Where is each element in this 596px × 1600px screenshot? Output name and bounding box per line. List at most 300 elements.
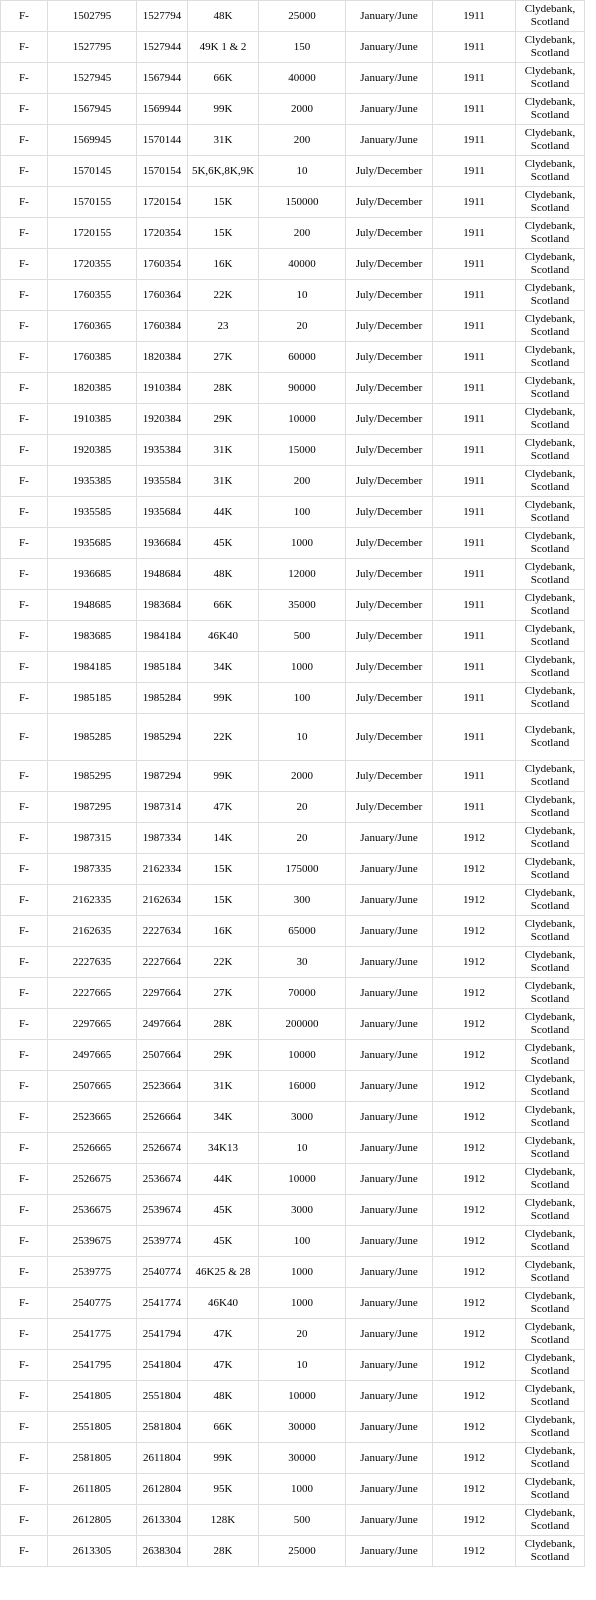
serial-end-cell: 2526664 [137, 1102, 188, 1133]
table-row [1, 1505, 585, 1536]
serial-end-cell: 1935384 [137, 435, 188, 466]
period-cell: July/December [346, 187, 433, 218]
serial-end-cell: 1985284 [137, 683, 188, 714]
serial-start-cell: 2551805 [48, 1412, 137, 1443]
location-cell: Clydebank, Scotland [516, 1195, 585, 1226]
period-cell: July/December [346, 761, 433, 792]
prefix-cell: F- [1, 621, 48, 652]
location-cell: Clydebank, Scotland [516, 218, 585, 249]
prefix-cell: F- [1, 1443, 48, 1474]
table-row [1, 1009, 585, 1040]
year-cell: 1911 [433, 497, 516, 528]
year-cell: 1912 [433, 916, 516, 947]
location-cell: Clydebank, Scotland [516, 1226, 585, 1257]
serial-start-cell: 2613305 [48, 1536, 137, 1567]
table-row [1, 1536, 585, 1567]
model-cell: 14K [188, 823, 259, 854]
prefix-cell: F- [1, 823, 48, 854]
year-cell: 1912 [433, 1195, 516, 1226]
prefix-cell: F- [1, 218, 48, 249]
model-cell: 15K [188, 854, 259, 885]
location-cell: Clydebank, Scotland [516, 1040, 585, 1071]
serial-start-cell: 1983685 [48, 621, 137, 652]
location-cell: Clydebank, Scotland [516, 249, 585, 280]
model-cell: 27K [188, 978, 259, 1009]
year-cell: 1912 [433, 1102, 516, 1133]
quantity-cell: 20 [259, 1319, 346, 1350]
model-cell: 31K [188, 435, 259, 466]
serial-end-cell: 2539674 [137, 1195, 188, 1226]
serial-end-cell: 2162334 [137, 854, 188, 885]
serial-end-cell: 2526674 [137, 1133, 188, 1164]
table-row [1, 373, 585, 404]
location-cell: Clydebank, Scotland [516, 187, 585, 218]
location-cell: Clydebank, Scotland [516, 1257, 585, 1288]
model-cell: 5K,6K,8K,9K [188, 156, 259, 187]
model-cell: 47K [188, 792, 259, 823]
year-cell: 1912 [433, 978, 516, 1009]
period-cell: January/June [346, 32, 433, 63]
model-cell: 15K [188, 885, 259, 916]
serial-start-cell: 1760385 [48, 342, 137, 373]
prefix-cell: F- [1, 683, 48, 714]
period-cell: July/December [346, 311, 433, 342]
quantity-cell: 20 [259, 823, 346, 854]
prefix-cell: F- [1, 435, 48, 466]
location-cell: Clydebank, Scotland [516, 32, 585, 63]
serial-start-cell: 2539775 [48, 1257, 137, 1288]
model-cell: 99K [188, 94, 259, 125]
prefix-cell: F- [1, 1505, 48, 1536]
prefix-cell: F- [1, 559, 48, 590]
period-cell: January/June [346, 1040, 433, 1071]
serial-start-cell: 1910385 [48, 404, 137, 435]
table-row [1, 1474, 585, 1505]
period-cell: July/December [346, 249, 433, 280]
model-cell: 45K [188, 1195, 259, 1226]
serial-end-cell: 1935684 [137, 497, 188, 528]
year-cell: 1911 [433, 404, 516, 435]
model-cell: 28K [188, 1536, 259, 1567]
quantity-cell: 10000 [259, 1164, 346, 1195]
serial-start-cell: 1502795 [48, 1, 137, 32]
serial-end-cell: 2297664 [137, 978, 188, 1009]
table-row [1, 32, 585, 63]
model-cell: 34K [188, 652, 259, 683]
serial-end-cell: 1720354 [137, 218, 188, 249]
prefix-cell: F- [1, 156, 48, 187]
year-cell: 1911 [433, 1, 516, 32]
serial-start-cell: 1567945 [48, 94, 137, 125]
table-row [1, 1226, 585, 1257]
year-cell: 1912 [433, 1319, 516, 1350]
prefix-cell: F- [1, 947, 48, 978]
location-cell: Clydebank, Scotland [516, 714, 585, 761]
quantity-cell: 12000 [259, 559, 346, 590]
year-cell: 1911 [433, 156, 516, 187]
year-cell: 1911 [433, 528, 516, 559]
table-row [1, 1288, 585, 1319]
serial-start-cell: 2611805 [48, 1474, 137, 1505]
location-cell: Clydebank, Scotland [516, 1505, 585, 1536]
serial-start-cell: 1985185 [48, 683, 137, 714]
model-cell: 31K [188, 466, 259, 497]
prefix-cell: F- [1, 590, 48, 621]
table-row [1, 978, 585, 1009]
period-cell: January/June [346, 1381, 433, 1412]
serial-end-cell: 1570154 [137, 156, 188, 187]
serial-start-cell: 2541805 [48, 1381, 137, 1412]
serial-start-cell: 1987315 [48, 823, 137, 854]
model-cell: 22K [188, 947, 259, 978]
serial-start-cell: 1570145 [48, 156, 137, 187]
year-cell: 1911 [433, 280, 516, 311]
year-cell: 1912 [433, 885, 516, 916]
prefix-cell: F- [1, 1133, 48, 1164]
prefix-cell: F- [1, 1288, 48, 1319]
year-cell: 1912 [433, 823, 516, 854]
table-row [1, 466, 585, 497]
serial-end-cell: 2536674 [137, 1164, 188, 1195]
serial-start-cell: 2497665 [48, 1040, 137, 1071]
serial-start-cell: 1569945 [48, 125, 137, 156]
year-cell: 1911 [433, 249, 516, 280]
table-row [1, 528, 585, 559]
period-cell: January/June [346, 1071, 433, 1102]
location-cell: Clydebank, Scotland [516, 761, 585, 792]
model-cell: 48K [188, 1381, 259, 1412]
period-cell: January/June [346, 1257, 433, 1288]
location-cell: Clydebank, Scotland [516, 1412, 585, 1443]
location-cell: Clydebank, Scotland [516, 590, 585, 621]
model-cell: 34K13 [188, 1133, 259, 1164]
location-cell: Clydebank, Scotland [516, 792, 585, 823]
serial-end-cell: 1527794 [137, 1, 188, 32]
table-row [1, 652, 585, 683]
location-cell: Clydebank, Scotland [516, 1102, 585, 1133]
location-cell: Clydebank, Scotland [516, 528, 585, 559]
table-row [1, 885, 585, 916]
serial-end-cell: 2227664 [137, 947, 188, 978]
model-cell: 46K40 [188, 621, 259, 652]
serial-start-cell: 1987335 [48, 854, 137, 885]
table-row [1, 854, 585, 885]
prefix-cell: F- [1, 792, 48, 823]
year-cell: 1912 [433, 1381, 516, 1412]
year-cell: 1912 [433, 1164, 516, 1195]
prefix-cell: F- [1, 1164, 48, 1195]
period-cell: January/June [346, 63, 433, 94]
quantity-cell: 35000 [259, 590, 346, 621]
model-cell: 46K40 [188, 1288, 259, 1319]
model-cell: 128K [188, 1505, 259, 1536]
location-cell: Clydebank, Scotland [516, 1164, 585, 1195]
year-cell: 1911 [433, 714, 516, 761]
year-cell: 1911 [433, 373, 516, 404]
model-cell: 47K [188, 1350, 259, 1381]
model-cell: 31K [188, 1071, 259, 1102]
prefix-cell: F- [1, 32, 48, 63]
serial-end-cell: 2611804 [137, 1443, 188, 1474]
prefix-cell: F- [1, 311, 48, 342]
serial-start-cell: 2523665 [48, 1102, 137, 1133]
period-cell: July/December [346, 156, 433, 187]
table-row [1, 497, 585, 528]
table-row [1, 792, 585, 823]
serial-end-cell: 1910384 [137, 373, 188, 404]
period-cell: January/June [346, 1505, 433, 1536]
model-cell: 15K [188, 218, 259, 249]
quantity-cell: 150 [259, 32, 346, 63]
location-cell: Clydebank, Scotland [516, 1350, 585, 1381]
serial-end-cell: 1985184 [137, 652, 188, 683]
quantity-cell: 1000 [259, 1288, 346, 1319]
prefix-cell: F- [1, 1071, 48, 1102]
table-row [1, 823, 585, 854]
period-cell: January/June [346, 94, 433, 125]
quantity-cell: 25000 [259, 1, 346, 32]
period-cell: January/June [346, 916, 433, 947]
period-cell: July/December [346, 683, 433, 714]
year-cell: 1912 [433, 854, 516, 885]
location-cell: Clydebank, Scotland [516, 63, 585, 94]
period-cell: January/June [346, 854, 433, 885]
table-row [1, 947, 585, 978]
prefix-cell: F- [1, 373, 48, 404]
serial-end-cell: 1985294 [137, 714, 188, 761]
table-row [1, 761, 585, 792]
table-row [1, 590, 585, 621]
model-cell: 47K [188, 1319, 259, 1350]
period-cell: July/December [346, 466, 433, 497]
location-cell: Clydebank, Scotland [516, 1133, 585, 1164]
quantity-cell: 30000 [259, 1443, 346, 1474]
serial-end-cell: 1760364 [137, 280, 188, 311]
quantity-cell: 10 [259, 714, 346, 761]
serial-end-cell: 1760354 [137, 249, 188, 280]
quantity-cell: 500 [259, 621, 346, 652]
model-cell: 45K [188, 528, 259, 559]
year-cell: 1911 [433, 621, 516, 652]
quantity-cell: 3000 [259, 1102, 346, 1133]
model-cell: 28K [188, 1009, 259, 1040]
prefix-cell: F- [1, 187, 48, 218]
year-cell: 1911 [433, 435, 516, 466]
quantity-cell: 2000 [259, 94, 346, 125]
quantity-cell: 150000 [259, 187, 346, 218]
model-cell: 27K [188, 342, 259, 373]
period-cell: July/December [346, 528, 433, 559]
location-cell: Clydebank, Scotland [516, 156, 585, 187]
prefix-cell: F- [1, 63, 48, 94]
serial-start-cell: 1935585 [48, 497, 137, 528]
year-cell: 1911 [433, 94, 516, 125]
year-cell: 1912 [433, 1009, 516, 1040]
period-cell: January/June [346, 947, 433, 978]
year-cell: 1912 [433, 1412, 516, 1443]
quantity-cell: 10000 [259, 1040, 346, 1071]
model-cell: 34K [188, 1102, 259, 1133]
table-row [1, 714, 585, 761]
prefix-cell: F- [1, 280, 48, 311]
serial-end-cell: 2507664 [137, 1040, 188, 1071]
quantity-cell: 40000 [259, 249, 346, 280]
table-row [1, 1195, 585, 1226]
table-row [1, 125, 585, 156]
quantity-cell: 30 [259, 947, 346, 978]
period-cell: July/December [346, 280, 433, 311]
location-cell: Clydebank, Scotland [516, 652, 585, 683]
serial-end-cell: 2581804 [137, 1412, 188, 1443]
serial-start-cell: 1985295 [48, 761, 137, 792]
period-cell: July/December [346, 590, 433, 621]
prefix-cell: F- [1, 125, 48, 156]
prefix-cell: F- [1, 1319, 48, 1350]
table-row [1, 916, 585, 947]
serial-end-cell: 1984184 [137, 621, 188, 652]
location-cell: Clydebank, Scotland [516, 1474, 585, 1505]
table-row [1, 1381, 585, 1412]
serial-start-cell: 1920385 [48, 435, 137, 466]
quantity-cell: 10000 [259, 1381, 346, 1412]
prefix-cell: F- [1, 1195, 48, 1226]
period-cell: January/June [346, 1443, 433, 1474]
period-cell: January/June [346, 1009, 433, 1040]
serial-end-cell: 2612804 [137, 1474, 188, 1505]
serial-start-cell: 2162335 [48, 885, 137, 916]
prefix-cell: F- [1, 1381, 48, 1412]
model-cell: 31K [188, 125, 259, 156]
serial-start-cell: 1720155 [48, 218, 137, 249]
quantity-cell: 25000 [259, 1536, 346, 1567]
quantity-cell: 16000 [259, 1071, 346, 1102]
serial-end-cell: 2540774 [137, 1257, 188, 1288]
period-cell: July/December [346, 497, 433, 528]
location-cell: Clydebank, Scotland [516, 559, 585, 590]
location-cell: Clydebank, Scotland [516, 1443, 585, 1474]
table-row [1, 621, 585, 652]
quantity-cell: 65000 [259, 916, 346, 947]
table-row [1, 404, 585, 435]
period-cell: January/June [346, 1195, 433, 1226]
serial-end-cell: 2541794 [137, 1319, 188, 1350]
prefix-cell: F- [1, 652, 48, 683]
location-cell: Clydebank, Scotland [516, 1536, 585, 1567]
location-cell: Clydebank, Scotland [516, 823, 585, 854]
model-cell: 45K [188, 1226, 259, 1257]
location-cell: Clydebank, Scotland [516, 1381, 585, 1412]
year-cell: 1912 [433, 1071, 516, 1102]
year-cell: 1912 [433, 1536, 516, 1567]
serial-end-cell: 1987294 [137, 761, 188, 792]
year-cell: 1911 [433, 466, 516, 497]
quantity-cell: 10000 [259, 404, 346, 435]
serial-end-cell: 2162634 [137, 885, 188, 916]
quantity-cell: 20 [259, 792, 346, 823]
serial-start-cell: 2297665 [48, 1009, 137, 1040]
serial-end-cell: 1567944 [137, 63, 188, 94]
quantity-cell: 10 [259, 1350, 346, 1381]
model-cell: 16K [188, 916, 259, 947]
year-cell: 1911 [433, 683, 516, 714]
table-row [1, 683, 585, 714]
quantity-cell: 3000 [259, 1195, 346, 1226]
location-cell: Clydebank, Scotland [516, 1009, 585, 1040]
period-cell: January/June [346, 1319, 433, 1350]
year-cell: 1911 [433, 559, 516, 590]
model-cell: 22K [188, 714, 259, 761]
location-cell: Clydebank, Scotland [516, 1319, 585, 1350]
prefix-cell: F- [1, 916, 48, 947]
model-cell: 48K [188, 559, 259, 590]
serial-start-cell: 1720355 [48, 249, 137, 280]
prefix-cell: F- [1, 1350, 48, 1381]
table-row [1, 249, 585, 280]
serial-start-cell: 2539675 [48, 1226, 137, 1257]
serial-start-cell: 2536675 [48, 1195, 137, 1226]
serial-end-cell: 2638304 [137, 1536, 188, 1567]
location-cell: Clydebank, Scotland [516, 621, 585, 652]
prefix-cell: F- [1, 761, 48, 792]
quantity-cell: 20 [259, 311, 346, 342]
period-cell: January/June [346, 125, 433, 156]
period-cell: January/June [346, 978, 433, 1009]
model-cell: 95K [188, 1474, 259, 1505]
location-cell: Clydebank, Scotland [516, 497, 585, 528]
model-cell: 44K [188, 497, 259, 528]
prefix-cell: F- [1, 466, 48, 497]
model-cell: 23 [188, 311, 259, 342]
model-cell: 66K [188, 1412, 259, 1443]
model-cell: 99K [188, 683, 259, 714]
serial-start-cell: 1527795 [48, 32, 137, 63]
year-cell: 1912 [433, 1133, 516, 1164]
serial-start-cell: 2541775 [48, 1319, 137, 1350]
table-row [1, 94, 585, 125]
quantity-cell: 500 [259, 1505, 346, 1536]
quantity-cell: 90000 [259, 373, 346, 404]
location-cell: Clydebank, Scotland [516, 1, 585, 32]
period-cell: January/June [346, 885, 433, 916]
location-cell: Clydebank, Scotland [516, 916, 585, 947]
serial-start-cell: 2227665 [48, 978, 137, 1009]
quantity-cell: 175000 [259, 854, 346, 885]
table-row [1, 218, 585, 249]
table-row [1, 1257, 585, 1288]
prefix-cell: F- [1, 249, 48, 280]
period-cell: January/June [346, 1, 433, 32]
year-cell: 1911 [433, 342, 516, 373]
model-cell: 15K [188, 187, 259, 218]
period-cell: July/December [346, 559, 433, 590]
model-cell: 28K [188, 373, 259, 404]
serial-end-cell: 2613304 [137, 1505, 188, 1536]
model-cell: 29K [188, 404, 259, 435]
period-cell: January/June [346, 1102, 433, 1133]
quantity-cell: 100 [259, 1226, 346, 1257]
quantity-cell: 1000 [259, 528, 346, 559]
period-cell: July/December [346, 373, 433, 404]
table-row [1, 435, 585, 466]
period-cell: July/December [346, 342, 433, 373]
year-cell: 1911 [433, 590, 516, 621]
quantity-cell: 200 [259, 466, 346, 497]
serial-start-cell: 1984185 [48, 652, 137, 683]
prefix-cell: F- [1, 1040, 48, 1071]
year-cell: 1911 [433, 63, 516, 94]
location-cell: Clydebank, Scotland [516, 1288, 585, 1319]
serial-end-cell: 1936684 [137, 528, 188, 559]
